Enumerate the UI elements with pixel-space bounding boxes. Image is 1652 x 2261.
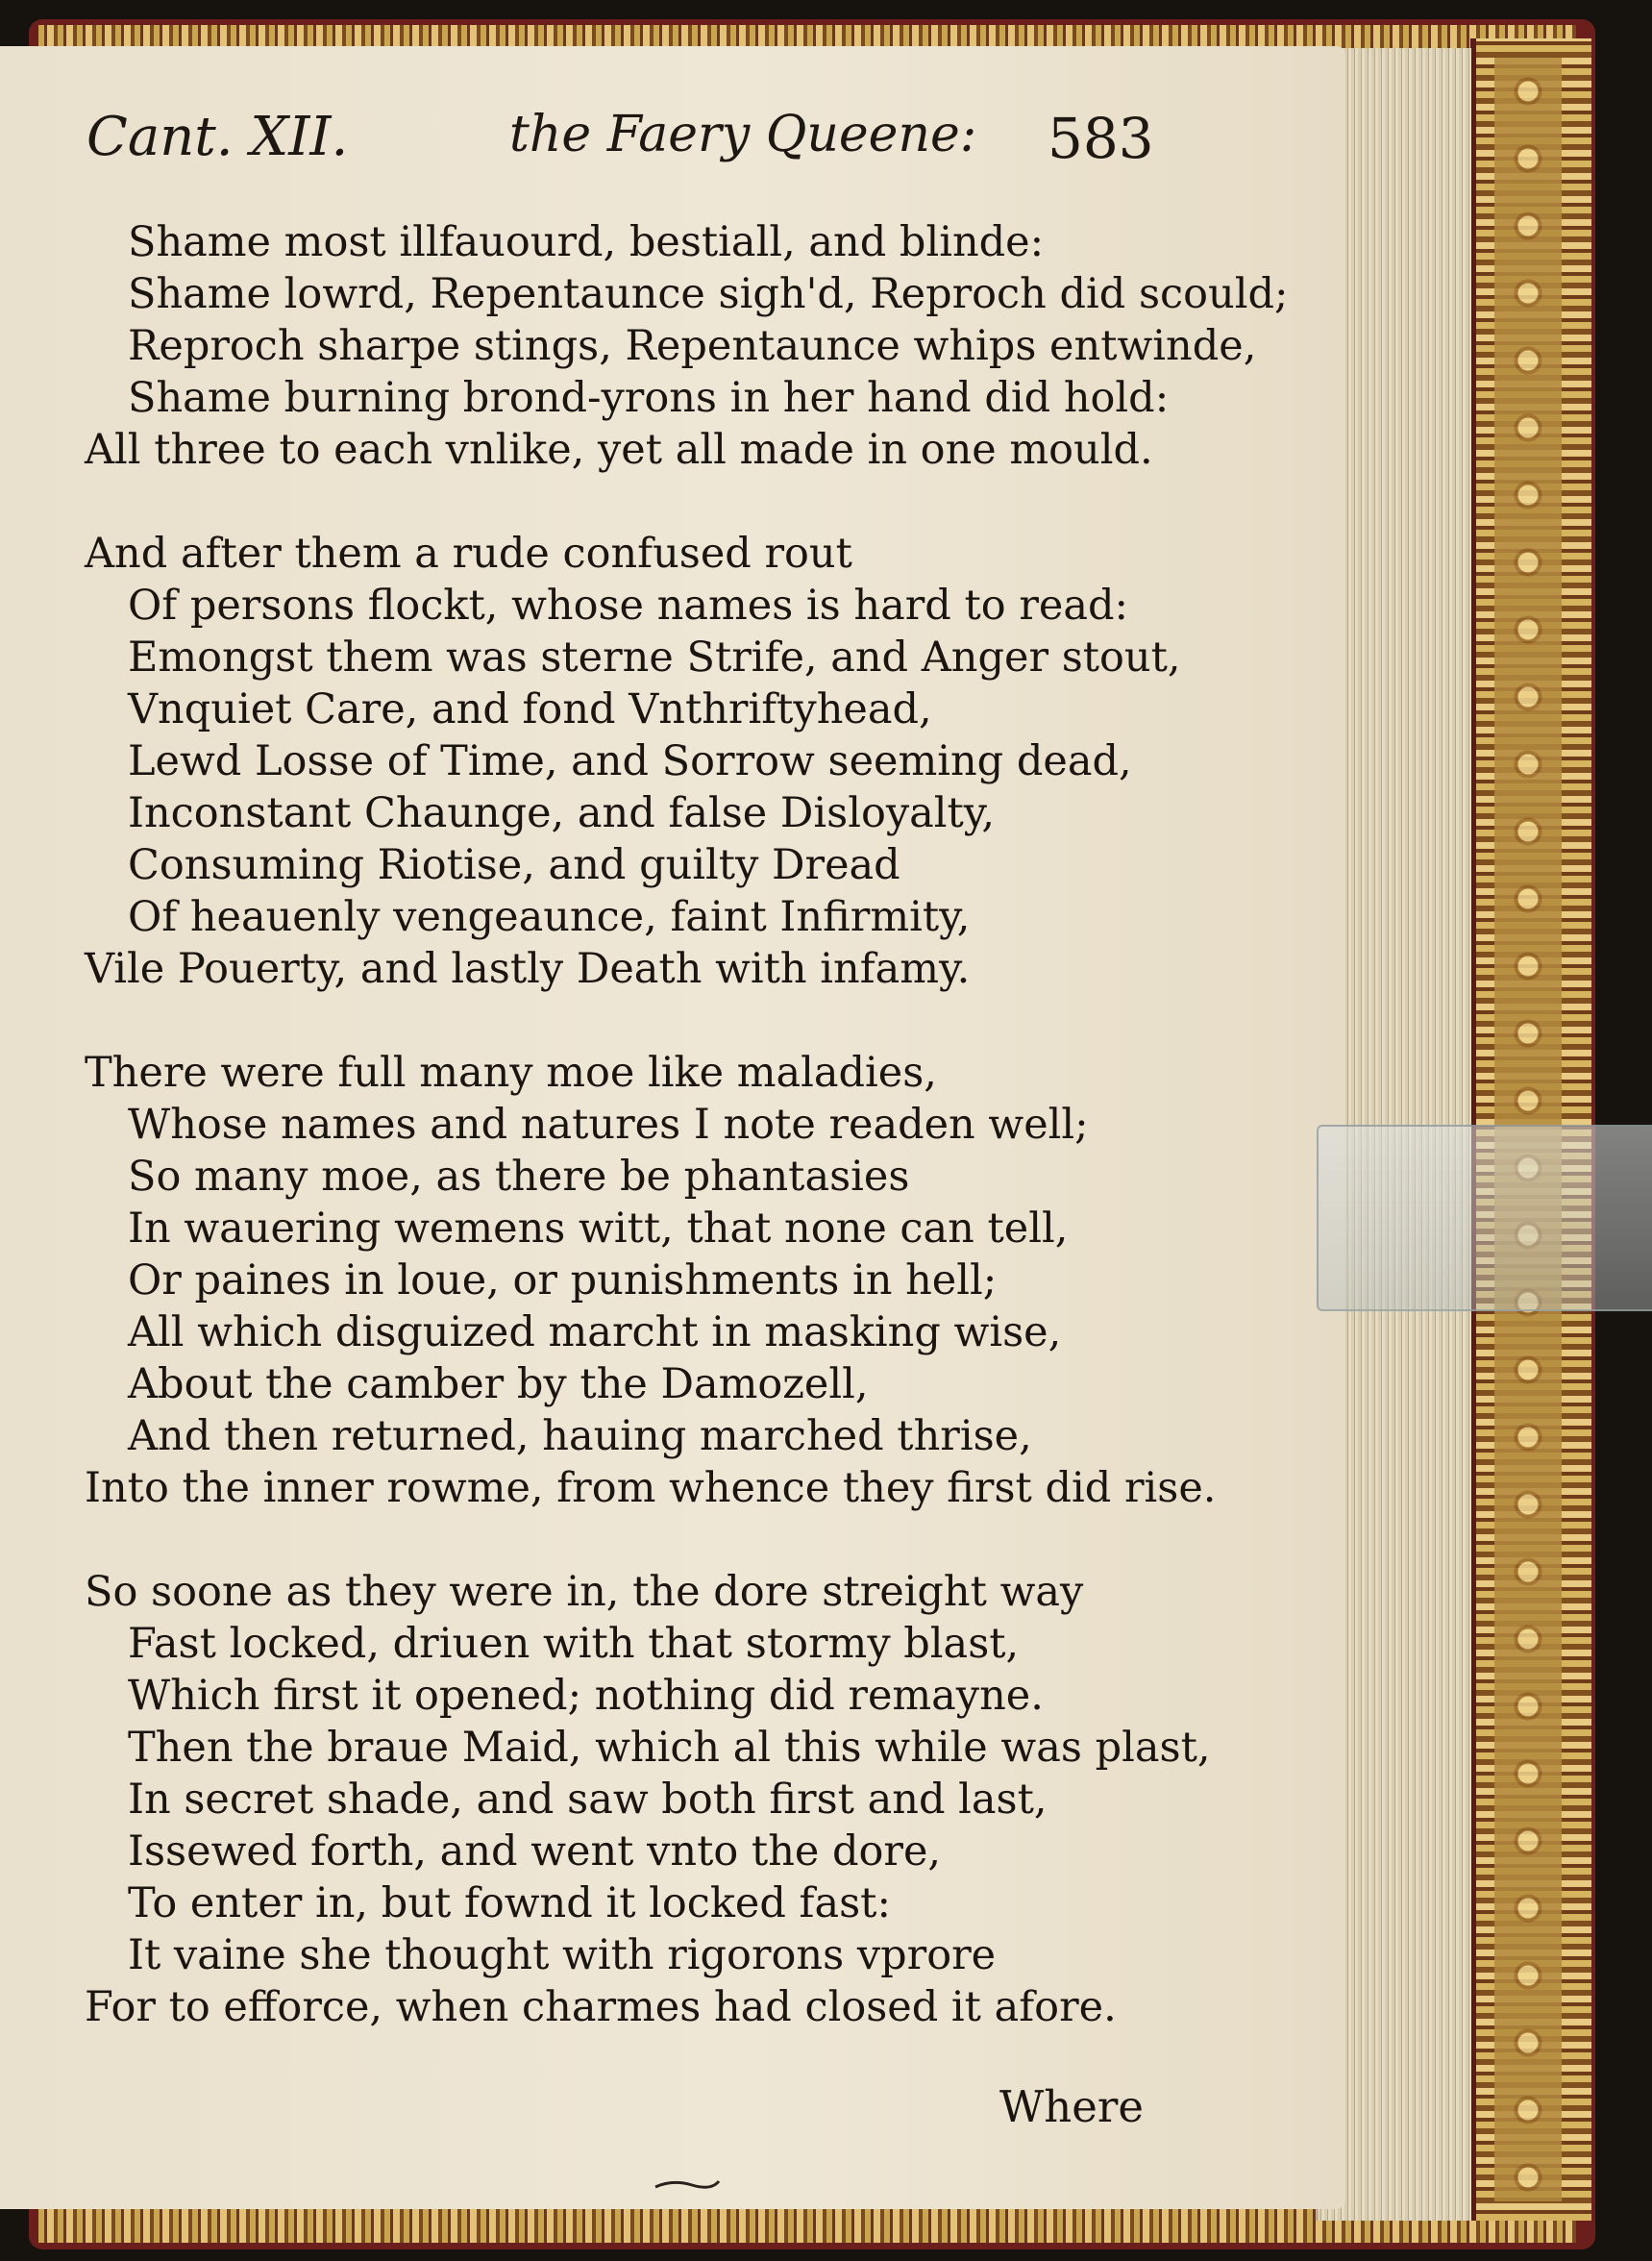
running-head bbox=[86, 106, 1154, 192]
canto-label: Cant. XII. bbox=[86, 106, 349, 168]
catchword: Where bbox=[999, 2081, 1145, 2132]
verse-line: Vile Pouerty, and lastly Death with infamy. bbox=[85, 945, 971, 993]
verse-line: Into the inner rowme, from whence they first did rise. bbox=[85, 1464, 1217, 1512]
verse-line: Of persons flockt, whose names is hard to read: bbox=[128, 582, 1128, 630]
verse-line: Whose names and natures I note readen well; bbox=[128, 1101, 1089, 1149]
stanza bbox=[85, 528, 1199, 995]
verse-line: About the camber by the Damozell, bbox=[128, 1360, 869, 1408]
poem-text bbox=[85, 216, 1289, 2085]
verse-line: Emongst them was sterne Strife, and Anger stout, bbox=[128, 634, 1181, 682]
verse-line: Issewed forth, and went vnto the dore, bbox=[128, 1827, 942, 1876]
verse-line: Shame most illfauourd, bestiall, and blinde: bbox=[128, 218, 1045, 266]
verse-line: Which first it opened; nothing did remayne. bbox=[128, 1672, 1044, 1720]
verse-line: To enter in, but fownd it locked fast: bbox=[128, 1879, 891, 1927]
bookmark-clip bbox=[1317, 1125, 1652, 1311]
verse-line: Consuming Riotise, and guilty Dread bbox=[128, 841, 900, 889]
ink-flourish-mark bbox=[653, 2177, 721, 2191]
stanza bbox=[85, 216, 1289, 476]
verse-line: And after them a rude confused rout bbox=[85, 530, 852, 578]
verse-line: For to efforce, when charmes had closed it afore. bbox=[85, 1983, 1117, 2031]
verse-line: Lewd Losse of Time, and Sorrow seeming dead, bbox=[128, 737, 1132, 785]
verse-line: Or paines in loue, or punishments in hell; bbox=[128, 1256, 998, 1304]
verse-line: All which disguized marcht in masking wise, bbox=[128, 1308, 1062, 1356]
verse-line: Vnquiet Care, and fond Vnthriftyhead, bbox=[128, 685, 932, 733]
verse-line: All three to each vnlike, yet all made in one mould. bbox=[85, 426, 1153, 474]
verse-line: So many moe, as there be phantasies bbox=[128, 1153, 910, 1201]
verse-line: Of heauenly vengeaunce, faint Infirmity, bbox=[128, 893, 971, 941]
verse-line: Fast locked, driuen with that stormy blast, bbox=[128, 1620, 1020, 1668]
verse-line: Shame lowrd, Repentaunce sigh'd, Reproch did scould; bbox=[128, 270, 1289, 318]
verse-line: Then the braue Maid, which al this while was plast, bbox=[128, 1724, 1211, 1772]
verse-line: In secret shade, and saw both first and last, bbox=[128, 1776, 1048, 1824]
verse-line: Inconstant Chaunge, and false Disloyalty, bbox=[128, 789, 996, 837]
page-number: 583 bbox=[1048, 106, 1154, 171]
stanza bbox=[85, 1047, 1217, 1514]
verse-line: There were full many moe like maladies, bbox=[85, 1049, 937, 1097]
verse-line: In wauering wemens witt, that none can tell, bbox=[128, 1205, 1069, 1253]
book-title: the Faery Queene: bbox=[509, 106, 977, 163]
verse-line: Shame burning brond-yrons in her hand did hold: bbox=[128, 374, 1170, 422]
verse-line: And then returned, hauing marched thrise, bbox=[128, 1412, 1032, 1460]
verse-line: It vaine she thought with rigorons vprore bbox=[128, 1931, 997, 1979]
stanza bbox=[85, 1566, 1211, 2033]
verse-line: So soone as they were in, the dore streight way bbox=[85, 1568, 1084, 1616]
verse-line: Reproch sharpe stings, Repentaunce whips entwinde, bbox=[128, 322, 1257, 370]
